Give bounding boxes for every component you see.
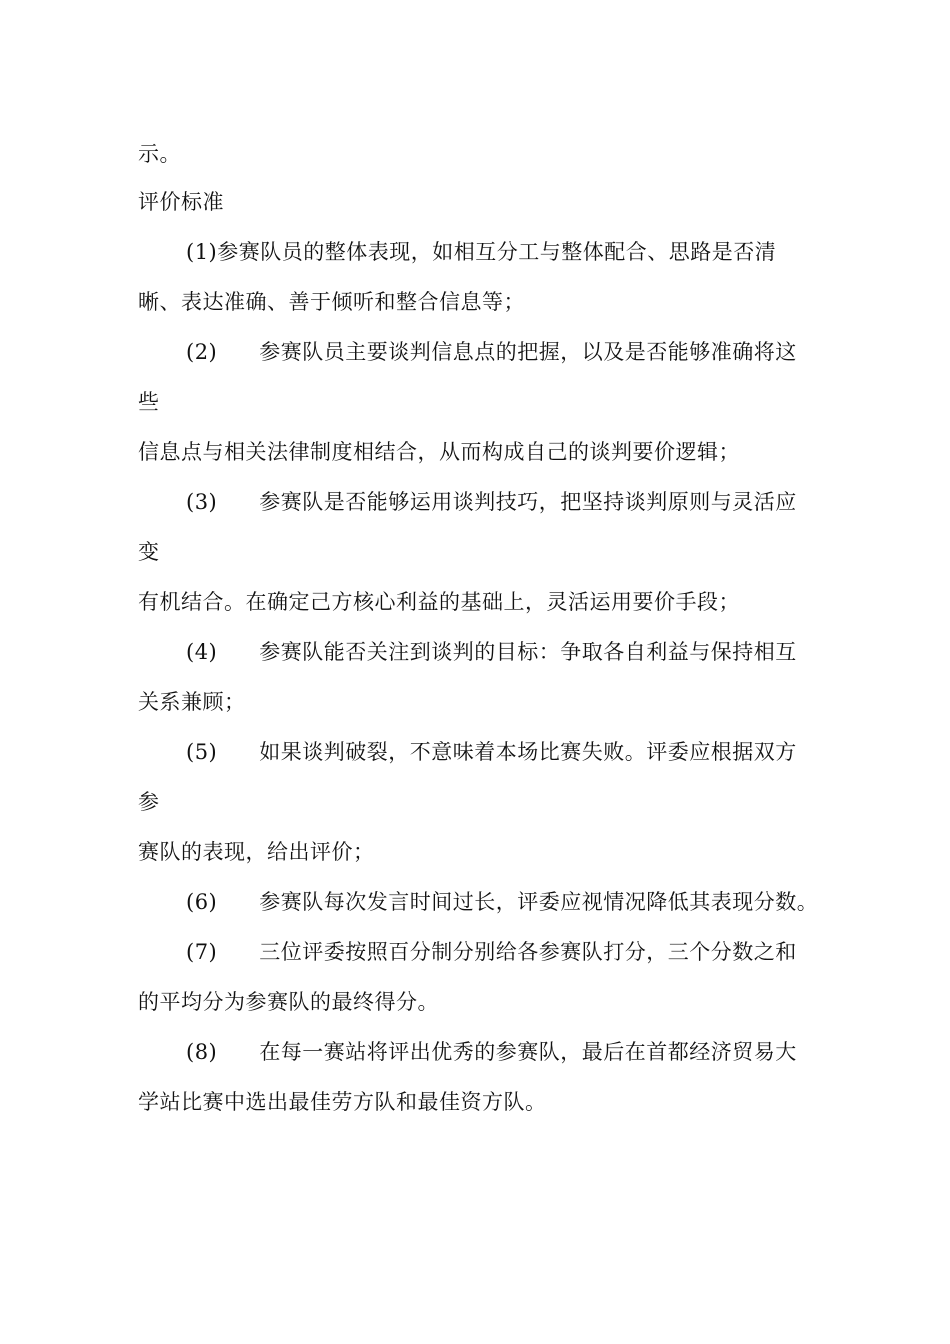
- criterion-4-number: (4): [186, 640, 218, 664]
- criterion-6-text: 参赛队每次发言时间过长，评委应视情况降低其表现分数。: [259, 890, 819, 914]
- criterion-5-text: 如果谈判破裂，不意味着本场比赛失败。评委应根据双方: [259, 740, 797, 764]
- criterion-2-text: 参赛队员主要谈判信息点的把握，以及是否能够准确将这: [259, 340, 797, 364]
- criterion-7-number: (7): [186, 940, 218, 964]
- criterion-3-line-2: 变: [138, 540, 160, 564]
- criterion-3-line-1: [186, 487, 797, 517]
- criterion-2-line-3: 信息点与相关法律制度相结合，从而构成自己的谈判要价逻辑；: [138, 440, 740, 464]
- criterion-4-text: 参赛队能否关注到谈判的目标：争取各自利益与保持相互: [259, 640, 797, 664]
- criterion-2-number: (2): [186, 340, 218, 364]
- criterion-8-number: (8): [186, 1040, 218, 1064]
- criterion-1-line-2: 晰、表达准确、善于倾听和整合信息等；: [138, 290, 525, 314]
- criterion-5-line-3: 赛队的表现，给出评价；: [138, 840, 375, 864]
- criterion-7-line-1: [186, 937, 797, 967]
- criterion-4-line-2: 关系兼顾；: [138, 690, 246, 714]
- criterion-8-line-1: [186, 1037, 797, 1067]
- criterion-2-line-1: [186, 337, 797, 367]
- criterion-1-line-1: (1)参赛队员的整体表现，如相互分工与整体配合、思路是否清: [186, 240, 777, 264]
- criterion-2-line-2: 些: [138, 390, 160, 414]
- criterion-7-text: 三位评委按照百分制分别给各参赛队打分，三个分数之和: [259, 940, 797, 964]
- criterion-3-line-3: 有机结合。在确定己方核心利益的基础上，灵活运用要价手段；: [138, 590, 740, 614]
- criterion-5-line-2: 参: [138, 790, 160, 814]
- section-heading: 评价标准: [138, 190, 224, 214]
- criterion-3-text: 参赛队是否能够运用谈判技巧，把坚持谈判原则与灵活应: [259, 490, 797, 514]
- criterion-3-number: (3): [186, 490, 218, 514]
- criterion-5-number: (5): [186, 740, 218, 764]
- criterion-7-line-2: 的平均分为参赛队的最终得分。: [138, 990, 439, 1014]
- criterion-6-line-1: [186, 887, 818, 917]
- text-line-continuation: 示。: [138, 142, 181, 166]
- criterion-8-text: 在每一赛站将评出优秀的参赛队，最后在首都经济贸易大: [259, 1040, 797, 1064]
- criterion-4-line-1: [186, 637, 797, 667]
- criterion-5-line-1: [186, 737, 797, 767]
- criterion-8-line-2: 学站比赛中选出最佳劳方队和最佳资方队。: [138, 1090, 547, 1114]
- criterion-6-number: (6): [186, 890, 218, 914]
